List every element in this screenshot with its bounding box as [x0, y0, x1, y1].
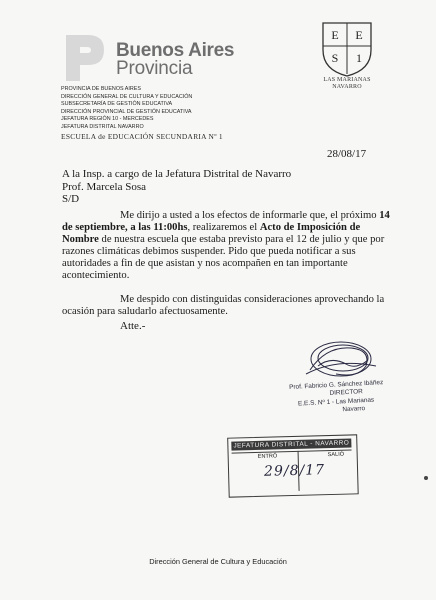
handwritten-signature	[296, 336, 386, 386]
org-line: JEFATURA REGIÓN 10 - MERCEDES	[61, 116, 154, 123]
body-text: Me dirijo a usted a los efectos de informarle que, el próximo	[120, 210, 380, 221]
signature-title: DIRECTOR	[329, 388, 363, 398]
closing: Atte.-	[120, 320, 146, 332]
stamp-handwritten-date: 29/8/17	[263, 462, 326, 480]
signature-name: Prof. Fabricio G. Sánchez Ibáñez	[289, 379, 384, 391]
org-line: DIRECCIÓN PROVINCIAL DE GESTIÓN EDUCATIVA	[61, 108, 192, 115]
school-name: ESCUELA de EDUCACIÓN SECUNDARIA Nº 1	[61, 131, 223, 141]
addressee-line: S/D	[62, 193, 80, 205]
crest-letter: S	[331, 51, 339, 65]
binder-hole-mark	[424, 476, 428, 480]
signature-town: Navarro	[342, 405, 366, 414]
org-line: PROVINCIA DE BUENOS AIRES	[61, 86, 141, 92]
body-paragraph-1	[62, 210, 392, 281]
crest-caption-line: NAVARRO	[332, 84, 362, 90]
org-line: DIRECCIÓN GENERAL DE CULTURA Y EDUCACIÓN	[61, 93, 193, 100]
organization-block	[61, 86, 223, 141]
body-text: , realizaremos el	[187, 221, 260, 233]
crest-caption	[318, 77, 376, 91]
body-text: Me despido con distinguidas consideraciones aprovechando la ocasión para saludarlo afectuosamente.	[62, 294, 385, 317]
provincia-logo-icon	[64, 33, 108, 83]
addressee-block	[62, 168, 291, 206]
event-date-text: 14 de septiembre, a las 11:00hs	[62, 210, 390, 233]
body-text: de nuestra escuela que estaba previsto para el 12 de julio y que por razones climáticas debimos suspender. Pido que pueda notificar a sus autoridades a fin de que asistan y nos acompañen en tan importante acontecimiento.	[62, 233, 385, 281]
crest-letter: E	[355, 28, 363, 42]
org-line: JEFATURA DISTRITAL NAVARRO	[61, 123, 144, 130]
stamp-header: JEFATURA DISTRITAL - NAVARRO	[231, 438, 351, 450]
reception-stamp	[227, 434, 359, 502]
page-footer: Dirección General de Cultura y Educación	[149, 557, 287, 566]
brand-name: Buenos Aires	[116, 40, 235, 61]
letter-date: 28/08/17	[327, 148, 367, 160]
event-name-text: Acto de Imposición de Nombre	[62, 221, 361, 245]
signature-school: E.E.S. Nº 1 - Las Marianas	[297, 396, 375, 408]
brand-subname: Provincia	[116, 58, 193, 79]
addressee-line: A la Insp. a cargo de la Jefatura Distrital de Navarro	[62, 168, 292, 180]
crest-letter: 1	[356, 51, 362, 65]
stamp-out-label: SALIÓ	[327, 451, 345, 459]
stamp-in-label: ENTRÓ	[257, 453, 278, 460]
addressee-line: Prof. Marcela Sosa	[62, 180, 147, 193]
body-paragraph-2	[62, 294, 392, 318]
org-line: SUBSECRETARÍA DE GESTIÓN EDUCATIVA	[61, 101, 173, 108]
crest-caption-line: LAS MARIANAS	[323, 77, 371, 83]
signature-stamp	[289, 379, 385, 418]
school-crest-icon	[320, 20, 374, 78]
crest-letter: E	[331, 28, 339, 42]
